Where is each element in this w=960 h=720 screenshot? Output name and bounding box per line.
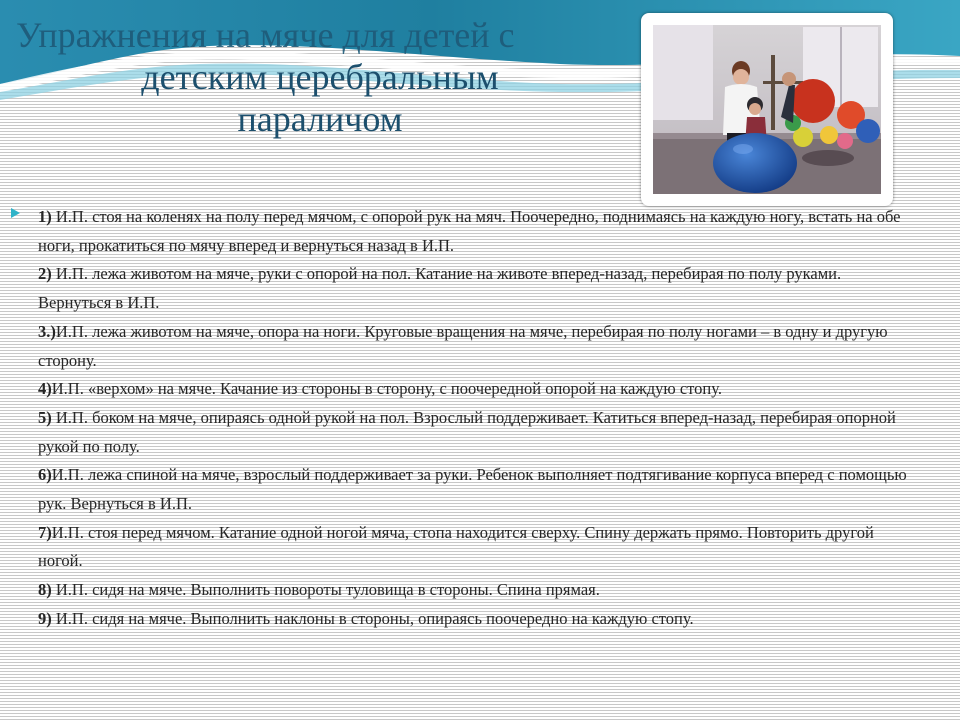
- exercise-text: И.П. стоя на коленях на полу перед мячом, с опорой рук на мяч. Поочередно, поднимаясь на каждую ногу, встать на обе ноги, прокатиться по мячу вперед и вернуться назад в И.П.: [38, 207, 901, 255]
- exercise-text: И.П. сидя на мяче. Выполнить наклоны в стороны, опираясь поочередно на каждую стопу.: [51, 608, 694, 628]
- bullet-icon: [11, 208, 20, 218]
- exercise-text: И.П. сидя на мяче. Выполнить повороты туловища в стороны. Спина прямая.: [51, 580, 600, 600]
- exercise-number: 9): [38, 608, 52, 628]
- exercise-text: И.П. лежа животом на мяче, опора на ноги. Круговые вращения на мяче, перебирая по полу ногами – в одну и другую сторону.: [38, 321, 888, 370]
- exercise-item: [38, 576, 908, 605]
- exercise-item: [38, 203, 908, 260]
- exercise-item: [38, 404, 908, 461]
- exercise-number: 4): [38, 379, 52, 399]
- exercise-text: И.П. боком на мяче, опираясь одной рукой на пол. Взрослый поддерживает. Катиться вперед-назад, перебирая опорной рукой по полу.: [38, 407, 896, 456]
- title-line-1: Упражнения на мяче для детей с: [16, 15, 515, 55]
- exercise-number: 8): [38, 580, 52, 600]
- exercise-item: [38, 461, 908, 518]
- exercise-number: 6): [38, 465, 52, 485]
- photo-frame: [641, 13, 893, 206]
- exercise-text: И.П. «верхом» на мяче. Качание из стороны в сторону, с поочередной опорой на каждую стопу.: [51, 379, 722, 399]
- exercise-text: И.П. лежа спиной на мяче, взрослый поддерживает за руки. Ребенок выполняет подтягивание корпуса вперед с помощью рук. Вернуться в И.П.: [38, 465, 907, 514]
- title-line-2: детским церебральным: [141, 57, 499, 97]
- title-line-3: параличом: [237, 99, 403, 139]
- exercise-item: [38, 519, 908, 576]
- exercise-number: 1): [38, 207, 52, 226]
- exercise-number: 3.): [38, 321, 56, 341]
- slide-title: [0, 14, 640, 140]
- exercise-list: [38, 203, 908, 634]
- exercise-number: 5): [38, 407, 52, 427]
- exercise-number: 2): [38, 264, 52, 284]
- exercise-item: [38, 375, 908, 404]
- exercise-item: [38, 318, 908, 375]
- exercise-text: И.П. лежа животом на мяче, руки с опорой на пол. Катание на животе вперед-назад, перебирая по полу руками. Вернуться в И.П.: [38, 264, 842, 313]
- exercise-text: И.П. стоя перед мячом. Катание одной ногой мяча, стопа находится сверху. Спину держать прямо. Повторить другой ногой.: [38, 522, 874, 571]
- therapy-photo: [653, 25, 881, 194]
- exercise-item: [38, 605, 908, 634]
- exercise-number: 7): [38, 522, 52, 542]
- exercise-item: [38, 260, 908, 317]
